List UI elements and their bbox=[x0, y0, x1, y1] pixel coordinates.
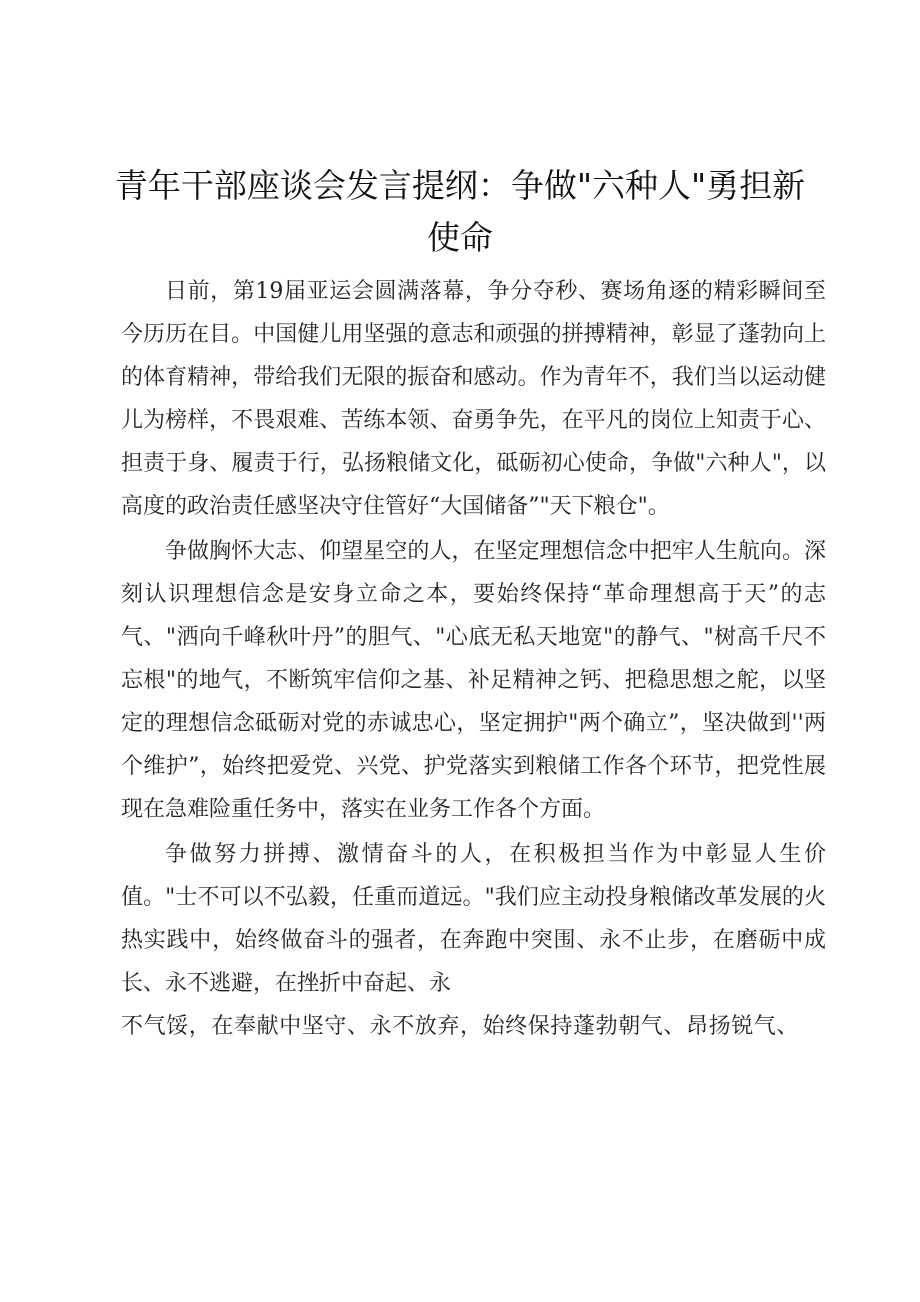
paragraph-1: 日前，第19届亚运会圆满落幕，争分夺秒、赛场角逐的精彩瞬间至今历历在目。中国健儿用坚强的意志和顽强的拼搏精神，彰显了蓬勃向上的体育精神，带给我们无限的振奋和感动。作为青年不，我们当以运动健儿为榜样，不畏艰难、苦练本领、奋勇争先，在平凡的岗位上知责于心、担责于身、履责于行，弘扬粮储文化，砥砺初心使命，争做"六种人"，以高度的政治责任感坚决守住管好“大国储备”"天下粮仓"。 bbox=[121, 279, 826, 519]
paragraph-3: 争做努力拼搏、激情奋斗的人，在积极担当作为中彰显人生价值。"士不可以不弘毅，任重而道远。"我们应主动投身粮储改革发展的火热实践中，始终做奋斗的强者，在奔跑中突围、永不止步，在磨砺中成长、永不逃避，在挫折中奋起、永 bbox=[121, 842, 826, 996]
document-body bbox=[121, 270, 826, 1048]
paragraph-3-continuation: 不气馁，在奉献中坚守、永不放弃，始终保持蓬勃朝气、昂扬锐气、 bbox=[121, 1014, 800, 1039]
paragraph-2: 争做胸怀大志、仰望星空的人，在坚定理想信念中把牢人生航向。深刻认识理想信念是安身立命之本，要始终保持“革命理想高于天”的志气、"洒向千峰秋叶丹”的胆气、"心底无私天地宽"的静气、"树高千尺不忘根"的地气，不断筑牢信仰之基、补足精神之钙、把稳思想之舵，以坚定的理想信念砥砺对党的赤诚忠心，坚定拥护"两个确立”，坚决做到''两个维护”，始终把爱党、兴党、护党落实到粮储工作各个环节，把党性展现在急难险重任务中，落实在业务工作各个方面。 bbox=[121, 539, 826, 822]
document-title: 青年干部座谈会发言提纲：争做"六种人"勇担新使命 bbox=[114, 166, 806, 257]
